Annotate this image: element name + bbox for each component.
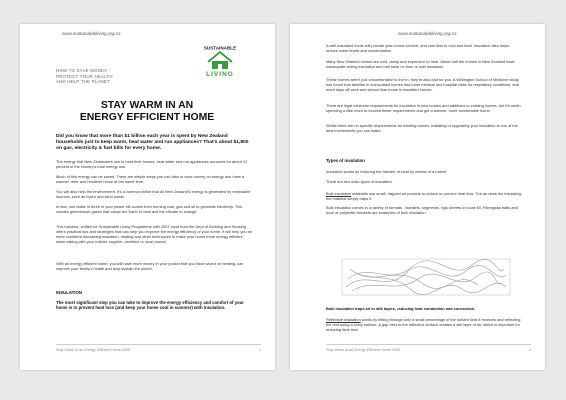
body-paragraph: In fact, one dollar in three of your power bill comes from burning coal, gas and oil to generate electricity. This creates greenhouse gases that cause the Earth to heat and the climate to change. [56,204,243,214]
diagram-caption: Bulk insulation traps air in still layers, reducing heat conduction and convection. [326,306,476,311]
body-paragraph: You will also help the environment. It's a common belief that all New Zealand's energy is generated by renewable sources, such as hydro and wind power. [56,189,251,199]
footer-divider [326,344,531,345]
body-paragraph: These homes aren't just uncomfortable to live in, they're also bad for you. A Wellington School of Medicine study has found that families in uninsulated homes had more medical and hospital visits for respiratory conditions, and more days off work and school than those in insulated homes. [326,77,519,92]
page-footer: Stay Warm in an Energy Efficient Home 2008 [326,348,401,352]
footer-divider [56,344,261,345]
body-paragraph: A well-insulated home will provide year-round comfort, and cost less to cool and heat. Insulation also helps reduce noise levels and condensation. [326,43,510,53]
page-right [290,24,545,370]
logo-text-bottom: LIVING [206,71,234,78]
body-paragraph: The energy that New Zealanders use to heat their homes, heat water and run appliances accounts for about 12 percent of the country's total energy use. [56,159,248,169]
reflective-insulation-paragraph [326,318,522,333]
page-title [36,100,258,124]
page-left [20,24,275,370]
page-url: www.sustainableliving.org.nz [62,31,121,36]
body-paragraph: This handout, written for Sustainable Living Programme with 2007 input from the Dept of Building and Housing, offers practical tips and strategies that can help you improve the energy efficiency of your home. It will help you be more confident discussing insulation, heating and other techniques to make your home more energy efficient, when talking with your builder, supplier, architect or local council. [56,224,253,244]
body-paragraph: Bulk insulation comes in a variety of formats - blankets, segments, rigid sheets or loose fill. Fibreglass batts and wool or polyester blankets are examples of bulk insulation. [326,205,518,215]
page-url: www.sustainableliving.org.nz [398,31,457,36]
tagline [56,68,176,85]
section-heading: INSULATION [56,290,82,295]
body-paragraph: Insulation works by reducing the transfer of heat by means of a barrier. [326,169,448,174]
bulk-insulation-diagram [326,249,522,299]
bulk-insulation-paragraph [326,192,522,202]
tagline-line: HOW TO SAVE MONEY, [56,68,109,73]
insulation-lead: The most significant step you can take to improve the energy efficiency and comfort of your home is to prevent heat loss (and keep your home cool in summer) with insulation. [56,300,244,311]
section-heading: Types of insulation [326,158,365,163]
bulk-insulation-text: materials use small, trapped air pockets to reduce or prevent heat flow. The air does the insulating; the material simply traps it. [326,191,522,201]
page-number: 1 [258,348,261,352]
sustainable-living-logo [202,44,238,78]
tagline-line: AND HELP THE PLANET [56,79,110,85]
page-number: 2 [528,348,531,352]
body-paragraph: Whilst there are no specific requirements for existing homes, installing or upgrading your insulation is one of the best investments you can make. [326,123,518,133]
body-paragraph: With an energy efficient home, you will have more money in your pocket that you have saved on heating, can improve your family's health and help sustain the planet. [56,261,244,271]
title-line: ENERGY EFFICIENT HOME [79,112,215,123]
title-line: STAY WARM IN AN [100,100,194,111]
body-paragraph: Many New Zealand homes are cold, damp and expensive to heat. About half the homes in New Zealand have inadequate ceiling insulation and half have no floor or wall insulation. [326,59,515,69]
body-paragraph: Much of this energy can be saved. There are simple steps you can take to save money on energy and have a warmer, drier and healthier home at the same time. [56,174,245,184]
body-paragraph: There are legal minimum requirements for insulation in new homes and additions to existing homes, but it's worth spending a little more to exceed these requirements and get a warmer, more comfortable home. [326,103,521,113]
reflective-insulation-term: Reflective insulation [326,317,361,322]
tagline-line: PROTECT YOUR HEALTH [56,73,113,79]
reflective-insulation-text: works by letting through only a small percentage of the radiant heat it receives and reflecting the rest using a shiny surface. A gap next to the reflective surface creates a still layer of air, which is important for reducing heat flow. [326,317,521,332]
body-paragraph: There are two main types of insulation. [326,179,393,184]
logo-text-top: SUSTAINABLE [203,45,237,51]
lead-paragraph: Did you know that more than $1 billion each year is spent by New Zealand households just to keep warm, heat water and run appliances? That's about $1,800 on gas, electricity & fuel bills for every home. [56,134,249,151]
bulk-insulation-term: Bulk insulation [326,191,352,196]
page-footer: Stay Warm in an Energy Efficient Home 2008 [56,348,131,352]
